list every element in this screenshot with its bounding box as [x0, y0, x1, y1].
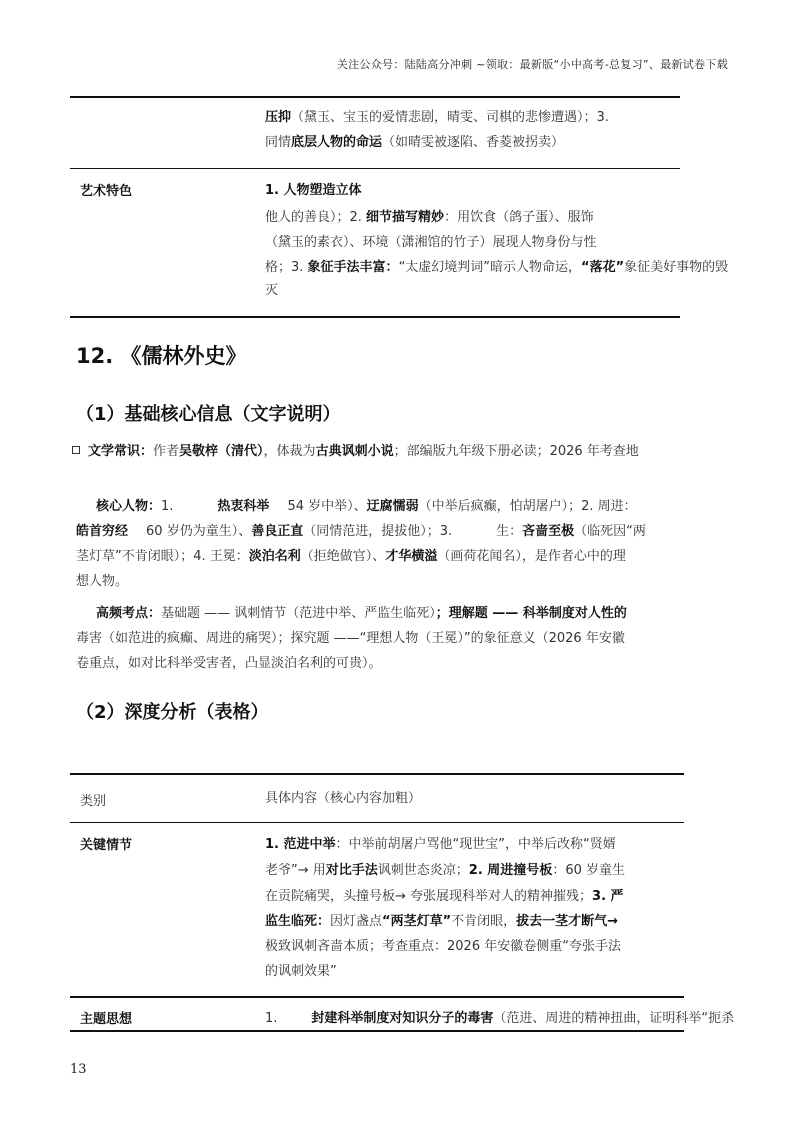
core-characters-line-1: 核心人物：1. 热衷科举 54 岁中举）、迂腐懦弱（中举后疯癫，怕胡屠户）；2. 周进： [96, 499, 637, 514]
key-plot-line-4: 监生临死：因灯盏点“两茎灯草”不肯闭眼，拔去一茎才断气→ [265, 914, 619, 929]
page-header: 关注公众号：陆陆高分冲刺 ~领取：最新版“小中高考-总复习”、最新试卷下载 [336, 58, 728, 71]
subsection-deep-analysis: （2）深度分析（表格） [76, 702, 269, 723]
table1-content-line-1: 压抑（黛玉、宝玉的爱情悲剧，晴雯、司棋的悲惨遭遇）；3. [265, 110, 609, 125]
table1-mid-rule [70, 168, 680, 169]
literary-knowledge-bullet: 文学常识：作者吴敬梓（清代），体裁为古典讽刺小说；部编版九年级下册必读；2026 年考查地 [72, 440, 639, 464]
key-plot-line-1: 1. 范进中举：中举前胡屠户骂他“现世宝”，中举后改称“贤婿 [265, 837, 616, 852]
table2-header-rule [70, 822, 684, 823]
core-characters-line-2: 皓首穷经 60 岁仍为童生）、善良正直（同情范进，提拔他）；3. 生：吝啬至极（临死因“两 [76, 524, 646, 539]
art-features-label: 艺术特色 [80, 184, 133, 199]
table1-top-rule [70, 96, 680, 98]
art-features-line-2: 他人的善良）；2. 细节描写精妙：用饮食（鸽子蛋）、服饰 [265, 210, 594, 225]
table2-bottom-rule [70, 1030, 684, 1032]
exam-points-line-1: 高频考点：基础题 —— 讽刺情节（范进中举、严监生临死）；理解题 —— 科举制度对人性的 [96, 606, 627, 621]
table2-header-category: 类别 [80, 794, 107, 809]
section-title: 12. 《儒林外史》 [76, 344, 247, 368]
theme-label: 主题思想 [80, 1012, 133, 1027]
table2-header-content: 具体内容（核心内容加粗） [265, 791, 422, 806]
key-plot-label: 关键情节 [80, 838, 133, 853]
art-features-line-1: 1. 人物塑造立体 [265, 183, 362, 198]
art-features-line-5: 灭 [265, 283, 279, 298]
subsection-basic-info: （1）基础核心信息（文字说明） [76, 404, 341, 425]
table2-mid-rule [70, 996, 684, 998]
page-number: 13 [70, 1062, 87, 1077]
art-features-line-4: 格；3. 象征手法丰富：“太虚幻境判词”暗示人物命运，“落花”象征美好事物的毁 [265, 260, 729, 275]
key-plot-line-5: 极致讽刺吝啬本质；考查重点：2026 年安徽卷侧重“夸张手法 [265, 939, 621, 954]
bullet-square-icon [72, 446, 80, 454]
core-characters-line-4: 想人物。 [76, 574, 129, 589]
exam-points-line-2: 毒害（如范进的疯癫、周进的痛哭）；探究题 ——“理想人物（王冕）”的象征意义（2026 年安徽 [76, 631, 625, 646]
key-plot-line-3: 在贡院痛哭，头撞号板→ 夸张展现科举对人的精神摧残；3. 严 [265, 889, 624, 904]
table1-bottom-rule [70, 316, 680, 318]
table1-content-line-2: 同情底层人物的命运（如晴雯被逐陷、香菱被拐卖） [265, 135, 565, 150]
art-features-line-3: （黛玉的素衣）、环境（潇湘馆的竹子）展现人物身份与性 [265, 235, 597, 250]
core-characters-line-3: 茎灯草”不肯闭眼）；4. 王冕：淡泊名利（拒绝做官）、才华横溢（画荷花闻名），是作者心中的理 [76, 549, 626, 564]
key-plot-line-6: 的讽刺效果” [265, 964, 337, 979]
key-plot-line-2: 老爷”→ 用对比手法讽刺世态炎凉；2. 周进撞号板：60 岁童生 [265, 863, 625, 878]
exam-points-line-3: 卷重点，如对比科举受害者，凸显淡泊名利的可贵）。 [76, 656, 382, 671]
theme-line-1: 1. 封建科举制度对知识分子的毒害（范进、周进的精神扭曲，证明科举“扼杀 [265, 1011, 735, 1026]
table2-top-rule [70, 773, 684, 775]
